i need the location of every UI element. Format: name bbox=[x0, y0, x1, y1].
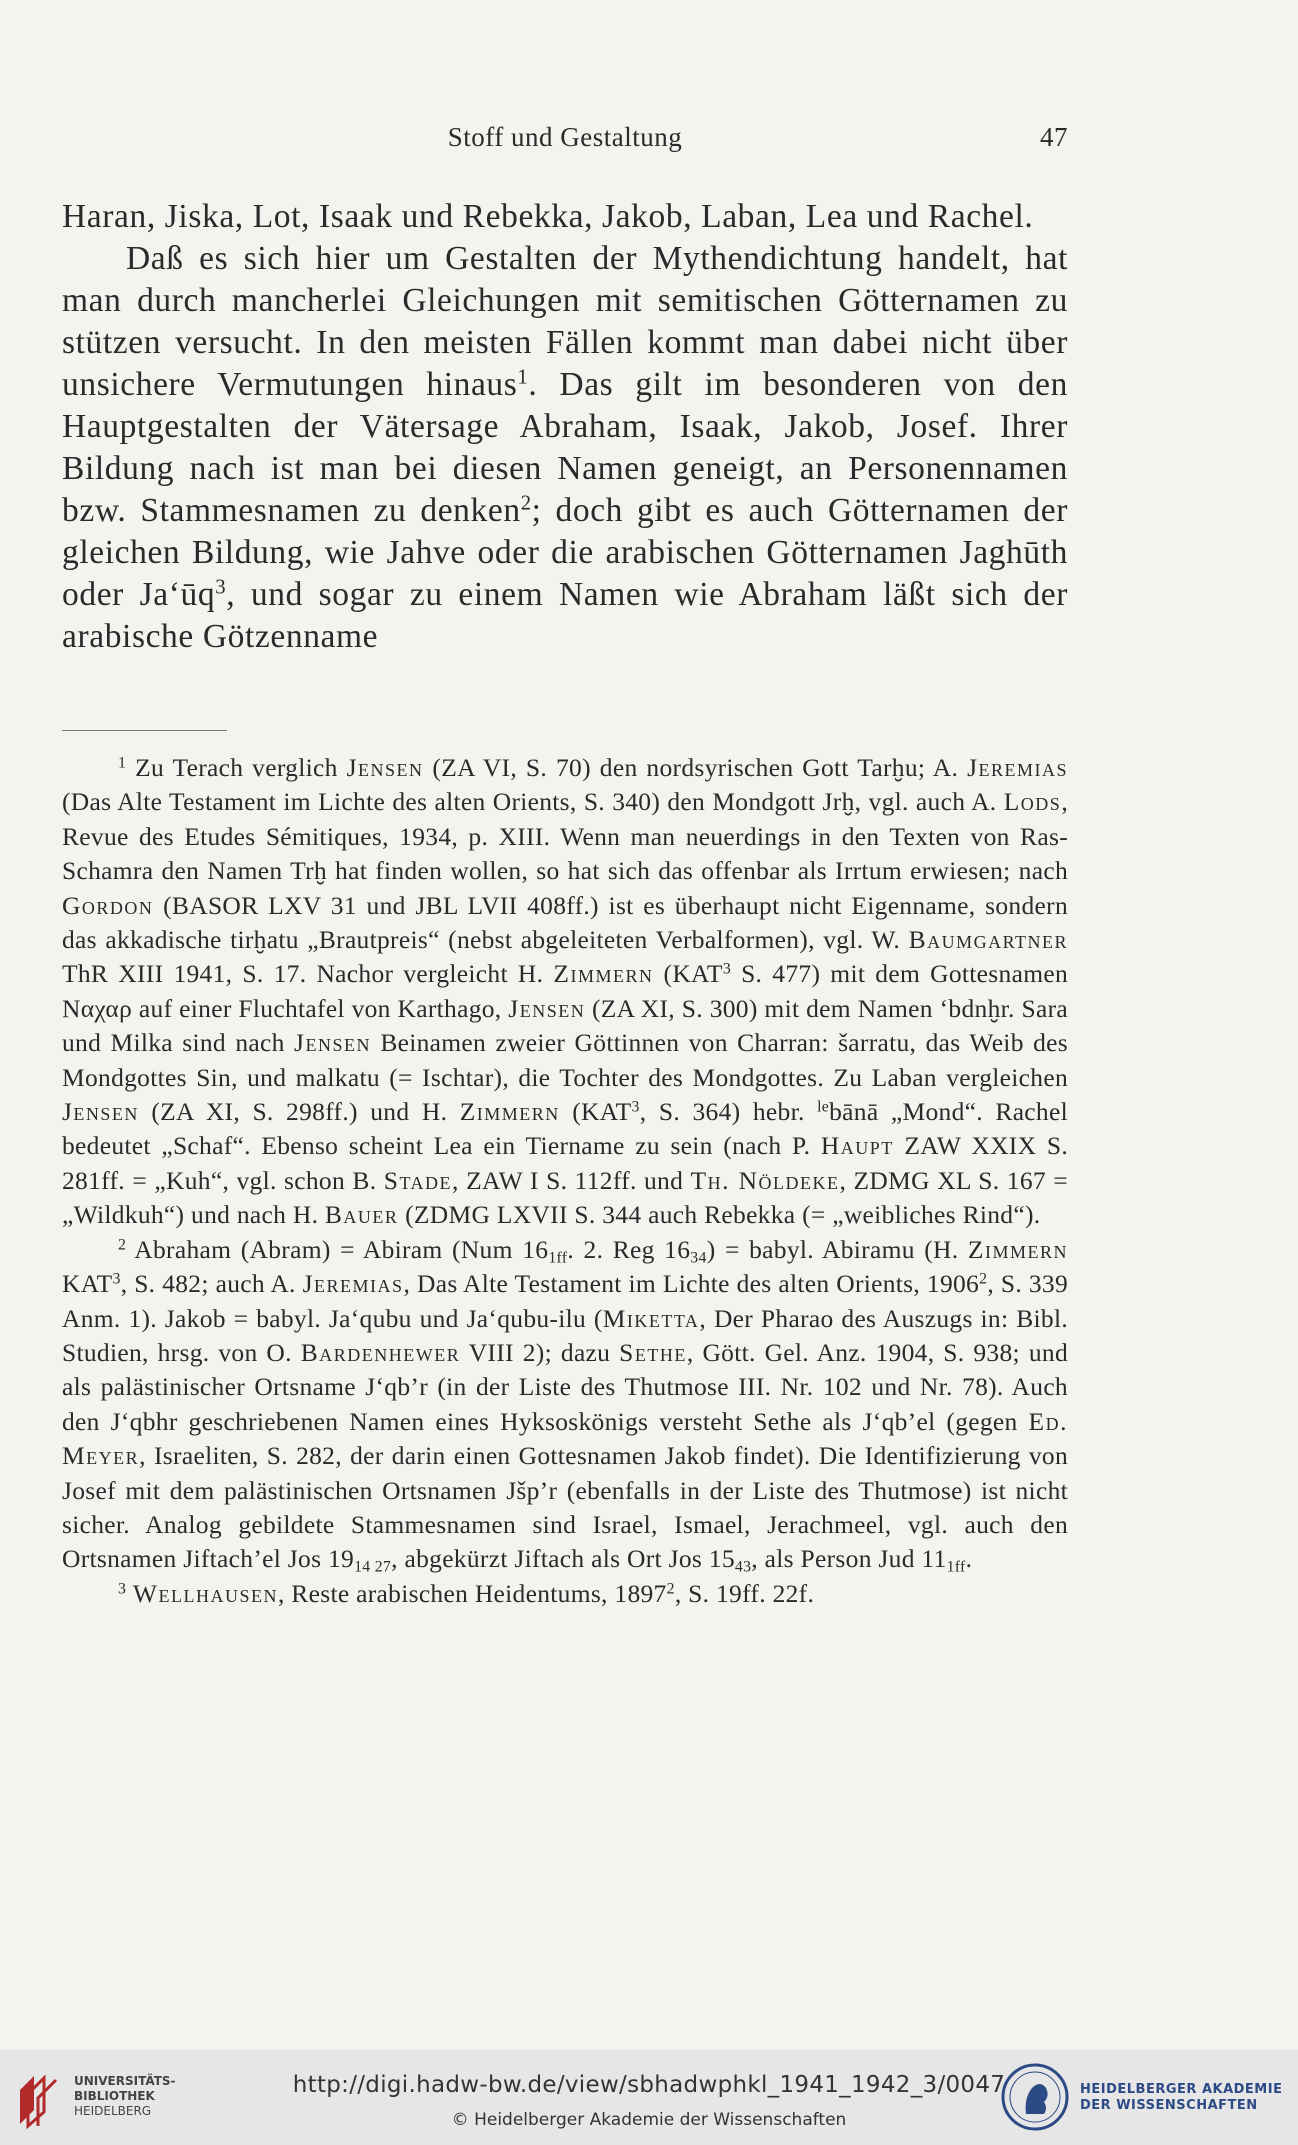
copyright-notice: © Heidelberger Akademie der Wissenschaften bbox=[451, 2110, 847, 2130]
paragraph-1: Haran, Jiska, Lot, Isaak und Rebekka, Jakob, Laban, Lea und Rachel. bbox=[62, 198, 1034, 235]
footnote-separator bbox=[62, 730, 227, 731]
footnote-2: $^2$ Abraham (Abram) = Abiram (Num $16_{1ff}$. 2. Reg $16_{34}$) = babyl. Abiramu (H. Zimmern KAT$^3$, S. 482; auch A. Jeremias, Das Alte Testament im Lichte des alten Orients, 1906$^2$, S. 339 Anm. 1). Jakob = babyl. Ja‘qubu und Ja‘qubu-ilu (Miketta, Der Pharao des Auszugs in: Bibl. Studien, hrsg. von O. Bardenhewer VIII 2); dazu Sethe, Gött. Gel. Anz. 1904, S. 938; und als palästinischer Ortsname J‘qb’r (in der Liste des Thutmose III. Nr. 102 und Nr. 78). Auch den J‘qbhr geschriebenen Namen eines Hyksoskönigs versteht Sethe als J‘qb’el (gegen Ed. Meyer, Israeliten, S. 282, der darin einen Gottesnamen Jakob findet). Die Identifizierung von Josef mit dem palästinischen Ortsnamen Jšp’r (ebenfalls in der Liste des Thutmose) ist nicht sicher. Analog gebildete Stammesnamen sind Israel, Ismael, Jerachmeel, vgl. auch den Ortsnamen Jiftach’el Jos $19_{14 27}$, abgekürzt Jiftach als Ort Jos $15_{43}$, als Person Jud $11_{1ff}$. bbox=[62, 1234, 1069, 1577]
running-header bbox=[62, 122, 1068, 158]
footnote-3: $^3$ Wellhausen, Reste arabischen Heidentums, 1897$^2$, S. 19ff. 22f. bbox=[118, 1578, 815, 1608]
footnote-ref-3: 3 bbox=[215, 575, 227, 599]
university-library-name: UNIVERSITÄTS- BIBLIOTHEK HEIDELBERG bbox=[74, 2074, 176, 2118]
footnote-ref-1: 1 bbox=[517, 365, 529, 389]
footnote-1: $^1$ Zu Terach verglich Jensen (ZA VI, S. 70) den nordsyrischen Gott Tarḫu; A. Jeremias (Das Alte Testament im Lichte des alten Orients, S. 340) den Mondgott Jrḫ, vgl. auch A. Lods, Revue des Etudes Sémitiques, 1934, p. XIII. Wenn man neuerdings in den Texten von Ras-Schamra den Namen Trḫ hat finden wollen, so hat sich das offenbar als Irrtum erwiesen; nach Gordon (BASOR LXV 31 und JBL LVII 408ff.) ist es überhaupt nicht Eigenname, sondern das akkadische tirḫatu „Brautpreis“ (nebst abgeleiteten Verbalformen), vgl. W. Baumgartner ThR XIII 1941, S. 17. Nachor vergleicht H. Zimmern (KAT$^3$ S. 477) mit dem Gottesnamen Ναχαρ auf einer Fluchtafel von Karthago, Jensen (ZA XI, S. 300) mit dem Namen ‘bdnḫr. Sara und Milka sind nach Jensen Beinamen zweier Göttinnen von Charran: šarratu, das Weib des Mondgottes Sin, und malkatu (= Ischtar), die Tochter des Mondgottes. Zu Laban vergleichen Jensen (ZA XI, S. 298ff.) und H. Zimmern (KAT$^3$, S. 364) hebr. $^{le}$bānā „Mond“. Rachel bedeutet „Schaf“. Ebenso scheint Lea ein Tiername zu sein (nach P. Haupt ZAW XXIX S. 281ff. = „Kuh“, vgl. schon B. Stade, ZAW I S. 112ff. und Th. Nöldeke, ZDMG XL S. 167 = „Wildkuh“) und nach H. Bauer (ZDMG LXVII S. 344 auch Rebekka (= „weibliches Rind“). bbox=[62, 753, 1068, 1230]
permalink-url[interactable]: http://digi.hadw-bw.de/view/sbhadwphkl_1941_1942_3/0047 bbox=[292, 2072, 1006, 2098]
running-title: Stoff und Gestaltung bbox=[447, 122, 683, 152]
main-text bbox=[62, 196, 1068, 658]
viewer-footer bbox=[0, 2050, 1298, 2145]
academy-name: HEIDELBERGER AKADEMIE DER WISSENSCHAFTEN bbox=[1080, 2082, 1283, 2113]
paragraph-2: Daß es sich hier um Gestalten der Mythendichtung handelt, hat man durch mancherlei Gleichungen mit semitischen Götternamen zu stützen versucht. In den meisten Fällen kommt man dabei nicht über unsichere Vermutungen hinaus$^1$. Das gilt im besonderen von den Hauptgestalten der Vätersage Abraham, Isaak, Jakob, Josef. Ihrer Bildung nach ist man bei diesen Namen geneigt, an Personennamen bzw. Stammesnamen zu denken$^2$; doch gibt es auch Götternamen der gleichen Bildung, wie Jahve oder die arabischen Götternamen Jaghūth oder $Ja‘ūq^3$, und sogar zu einem Namen wie Abraham läßt sich der arabische Götzenname bbox=[62, 240, 1068, 655]
page-number: 47 bbox=[1040, 122, 1068, 152]
academy-seal-logo bbox=[1000, 2062, 1070, 2132]
footnotes bbox=[62, 751, 1068, 1611]
footnote-ref-2: 2 bbox=[520, 491, 532, 515]
